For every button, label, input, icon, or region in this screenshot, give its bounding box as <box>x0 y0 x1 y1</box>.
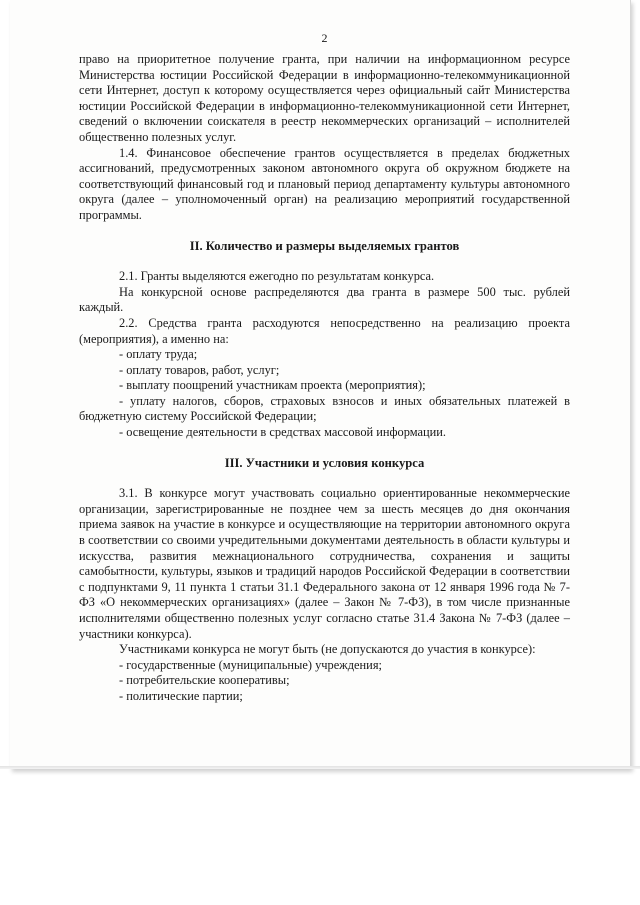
page-number: 2 <box>321 31 328 45</box>
list-item: - освещение деятельности в средствах массовой информации. <box>119 425 446 440</box>
paragraph-2-2: 2.2. Средства гранта расходуются непосредственно на реализацию проекта (мероприятия), а именно на: <box>79 315 570 346</box>
section-2-title: II. Количество и размеры выделяемых грантов <box>189 238 460 253</box>
list-item: - политические партии; <box>119 688 243 703</box>
intro-paragraph: право на приоритетное получение гранта, при наличии на информационном ресурсе Министерства юстиции Российской Федерации в информационно-телекоммуникационной сети Интернет, доступ к которому осуществляется через официальный сайт Министерства юстиции Российской Федерации в информационно-телекоммуникационной сети Интернет, сведений о включении соискателя в реестр некоммерческих организаций – исполнителей общественно полезных услуг. <box>79 52 570 144</box>
list-item: - потребительские кооперативы; <box>119 673 290 688</box>
list-item: - выплату поощрений участникам проекта (мероприятия); <box>119 378 426 393</box>
list-item: - уплату налогов, сборов, страховых взносов и иных обязательных платежей в бюджетную систему Российской Федерации; <box>79 393 570 424</box>
paragraph-excluded: Участниками конкурса не могут быть (не допускаются до участия в конкурсе): <box>119 642 536 657</box>
paragraph-2-1-grants: На конкурсной основе распределяются два гранта в размере 500 тыс. рублей каждый. <box>79 284 570 315</box>
paragraph-3-1: 3.1. В конкурсе могут участвовать социально ориентированные некоммерческие организации, зарегистрированные не позднее чем за шесть месяцев до дня окончания приема заявок на участие в конкурсе и осуществляющие на территории автономного округа в соответствии со своими учредительными документами деятельность в области культуры и искусства, развития межнационального сотрудничества, сохранения и защиты самобытности, культуры, языков и традиций народов Российской Федерации в соответствии с подпунктами 9, 11 пункта 1 статьи 31.1 Федерального закона от 12 января 1996 года № 7-ФЗ «О некоммерческих организациях» (далее – Закон № 7-ФЗ), в том числе признанные исполнителями общественно полезных услуг согласно статье 31.4 Закона № 7-ФЗ (далее – участники конкурса). <box>79 486 570 641</box>
list-item: - оплату труда; <box>119 347 198 362</box>
section-3-title: III. Участники и условия конкурса <box>224 455 425 470</box>
scan-edge <box>0 766 640 769</box>
list-item: - государственные (муниципальные) учреждения; <box>119 657 382 672</box>
document-page <box>10 0 631 769</box>
list-item: - оплату товаров, работ, услуг; <box>119 362 280 377</box>
paragraph-2-1: 2.1. Гранты выделяются ежегодно по результатам конкурса. <box>119 269 435 284</box>
paragraph-1-4: 1.4. Финансовое обеспечение грантов осуществляется в пределах бюджетных ассигнований, предусмотренных законом автономного округа об окружном бюджете на соответствующий финансовый год и плановый период департаменту культуры автономного округа (далее – уполномоченный орган) на реализацию мероприятий государственной программы. <box>79 145 570 222</box>
document-body <box>79 52 570 705</box>
